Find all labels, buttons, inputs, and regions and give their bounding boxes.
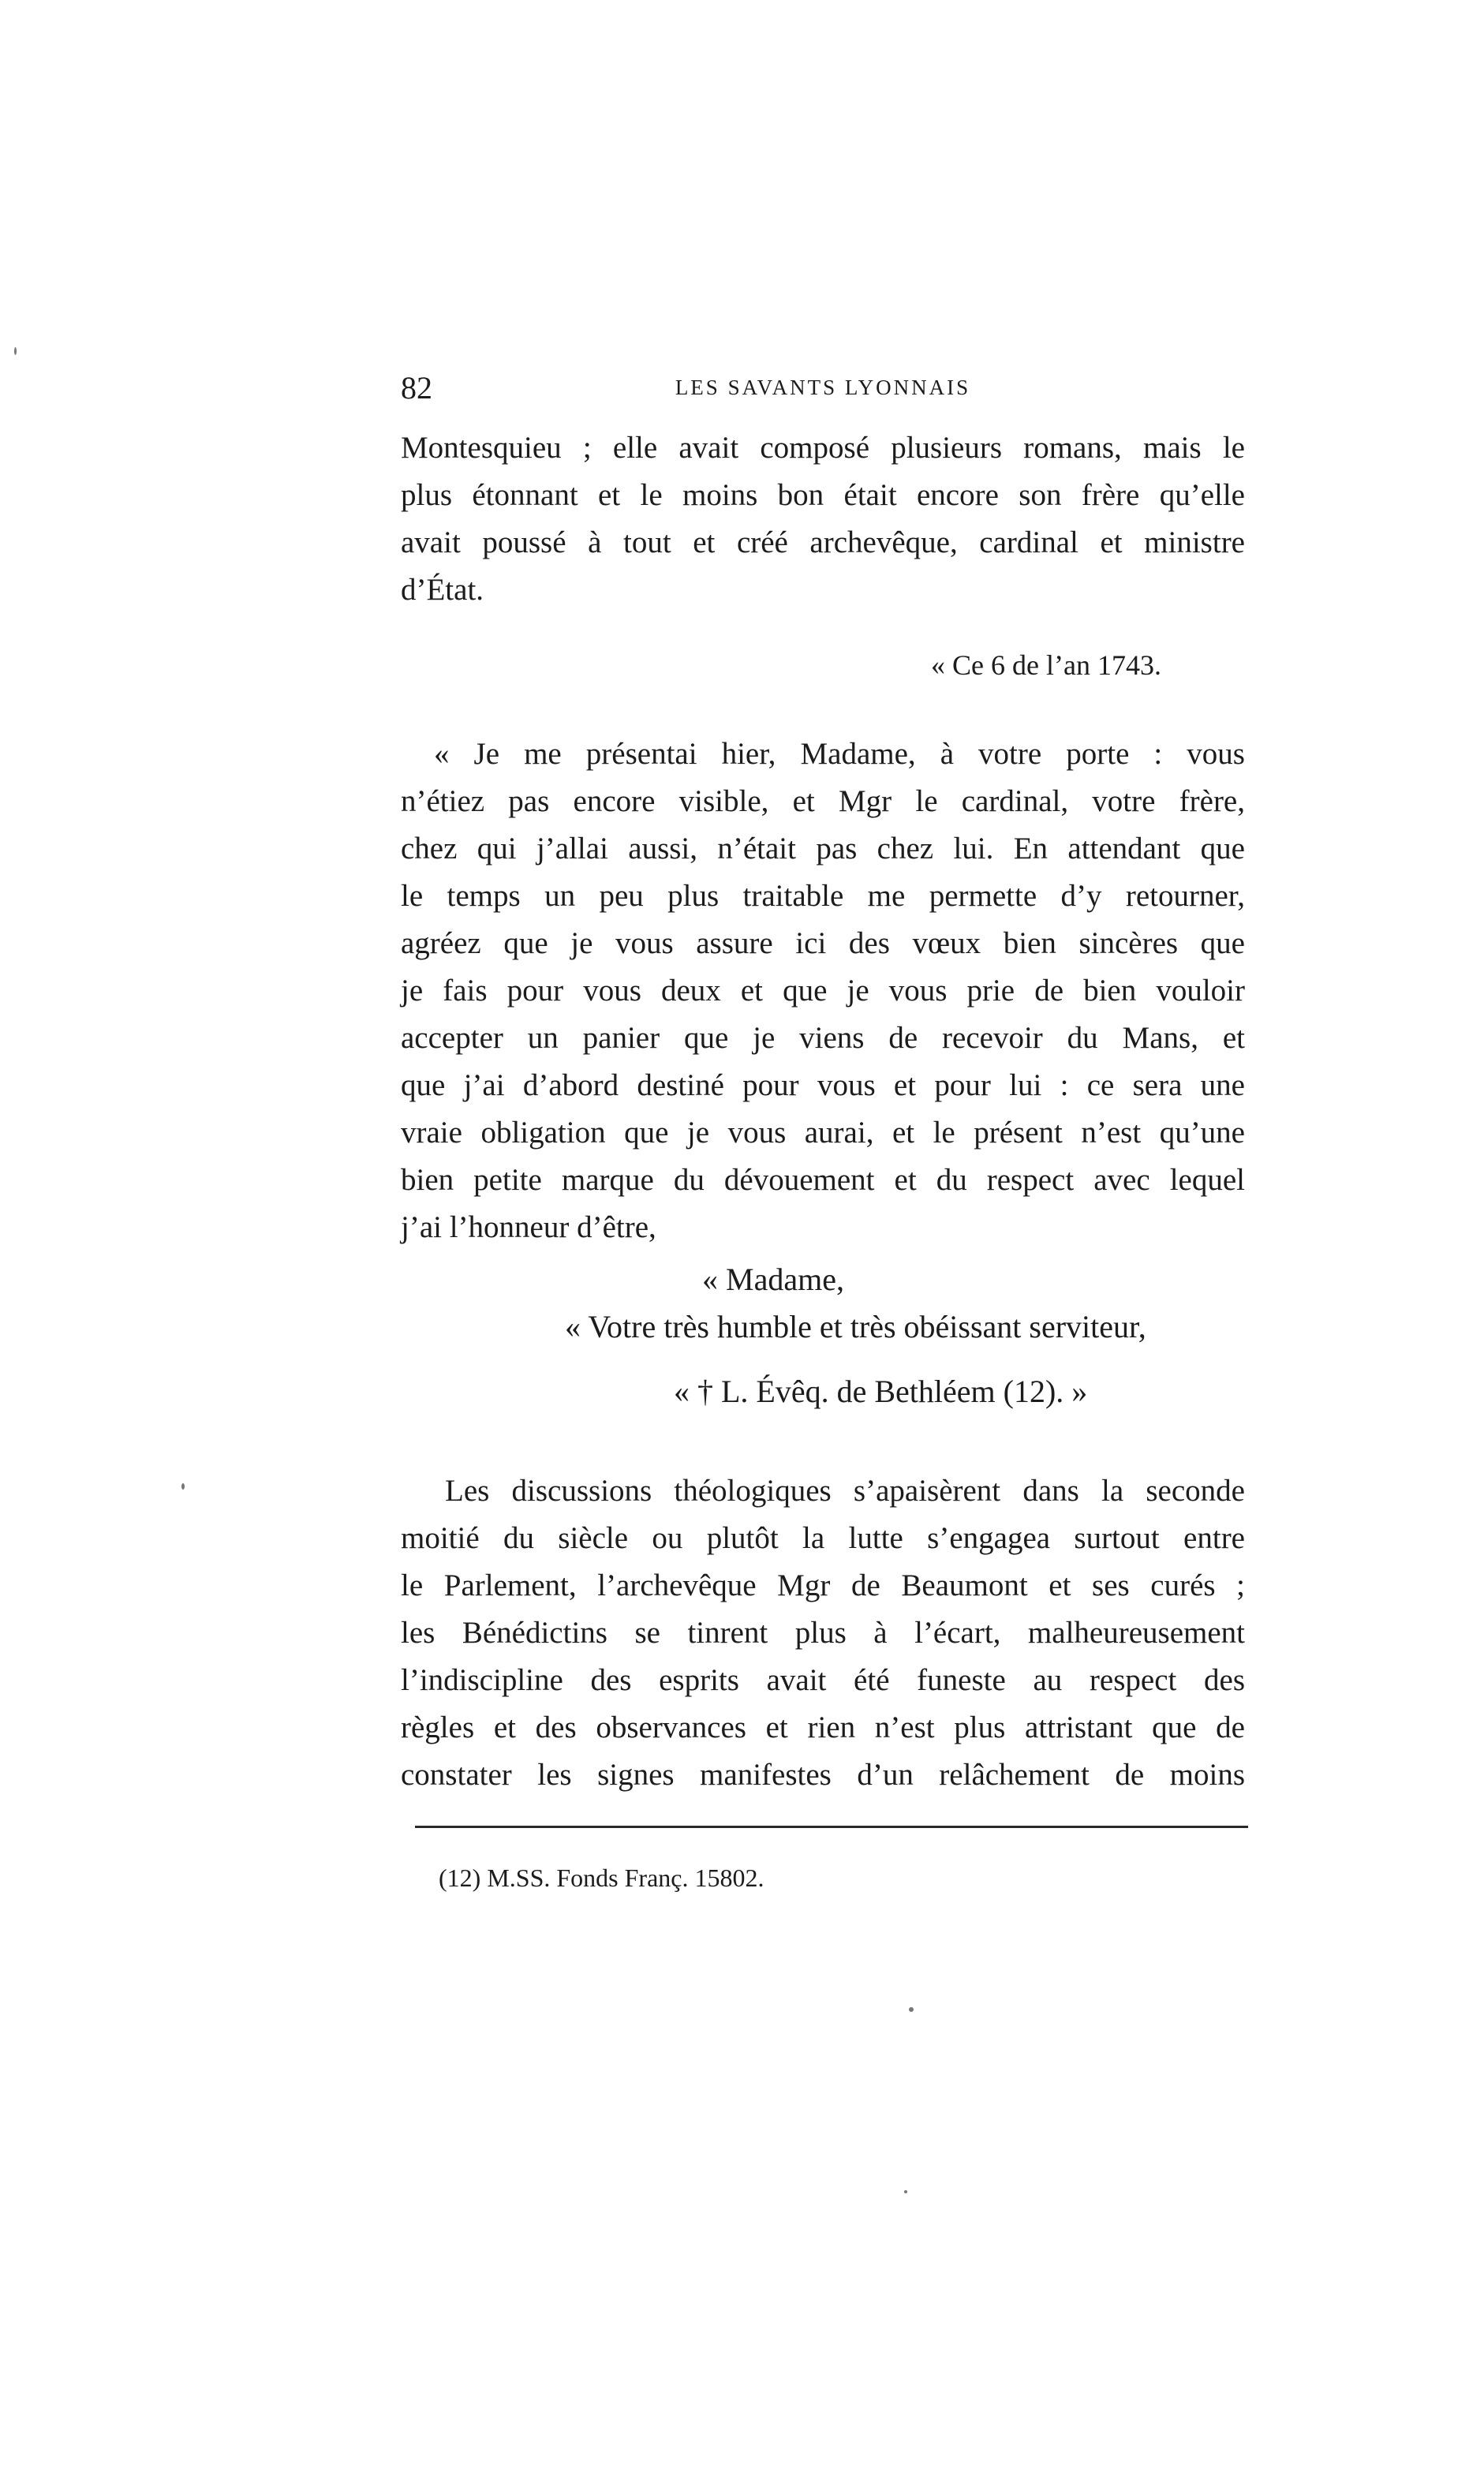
scan-speck (909, 2007, 914, 2012)
text-line: d’État. (401, 573, 484, 607)
text-line: j’ai l’honneur d’être, (401, 1210, 656, 1244)
page-header (401, 369, 1245, 409)
paragraph-1 (401, 424, 1245, 614)
text-line: « Je me présentai hier, Madame, à votre porte : vous (434, 737, 1245, 771)
text-line: plus étonnant et le moins bon était encore son frère qu’elle (401, 478, 1245, 512)
letter-signature: « † L. Évêq. de Bethléem (12). » (674, 1374, 1088, 1409)
text-line: les Bénédictins se tinrent plus à l’écart, malheureusement (401, 1616, 1245, 1650)
text-line: le temps un peu plus traitable me permette d’y retourner, (401, 879, 1245, 913)
text-line: l’indiscipline des esprits avait été funeste au respect des (401, 1663, 1245, 1697)
text-line: chez qui j’allai aussi, n’était pas chez lui. En attendant que (401, 832, 1245, 866)
text-line: Montesquieu ; elle avait composé plusieurs romans, mais le (401, 431, 1245, 465)
footnote: (12) M.SS. Fonds Franç. 15802. (439, 1864, 764, 1892)
letter-date: « Ce 6 de l’an 1743. (931, 649, 1161, 681)
letter-salutation: « Madame, (702, 1262, 844, 1297)
scan-speck (904, 2190, 907, 2193)
text-line: le Parlement, l’archevêque Mgr de Beaumont et ses curés ; (401, 1568, 1245, 1602)
text-line: constater les signes manifestes d’un relâchement de moins (401, 1758, 1245, 1792)
text-line: avait poussé à tout et créé archevêque, cardinal et ministre (401, 525, 1245, 559)
text-line: moitié du siècle ou plutôt la lutte s’engagea surtout entre (401, 1521, 1245, 1555)
text-line: que j’ai d’abord destiné pour vous et pour lui : ce sera une (401, 1068, 1245, 1102)
text-line: agréez que je vous assure ici des vœux bien sincères que (401, 926, 1245, 960)
running-title: LES SAVANTS LYONNAIS (675, 376, 971, 399)
letter-closing: « Votre très humble et très obéissant serviteur, (565, 1309, 1146, 1344)
footnote-rule (415, 1826, 1248, 1828)
text-line: je fais pour vous deux et que je vous prie de bien vouloir (401, 974, 1245, 1008)
scan-speck (181, 1483, 185, 1490)
paragraph-2 (401, 1467, 1245, 1799)
text-line: Les discussions théologiques s’apaisèrent dans la seconde (445, 1474, 1245, 1508)
text-line: vraie obligation que je vous aurai, et le présent n’est qu’une (401, 1116, 1245, 1150)
scan-speck (14, 347, 17, 355)
text-line: bien petite marque du dévouement et du respect avec lequel (401, 1163, 1245, 1197)
text-line: règles et des observances et rien n’est plus attristant que de (401, 1710, 1245, 1744)
text-line: n’étiez pas encore visible, et Mgr le cardinal, votre frère, (401, 784, 1245, 818)
page-number: 82 (401, 370, 432, 406)
text-line: accepter un panier que je viens de recevoir du Mans, et (401, 1021, 1245, 1055)
letter-body (401, 731, 1245, 1251)
